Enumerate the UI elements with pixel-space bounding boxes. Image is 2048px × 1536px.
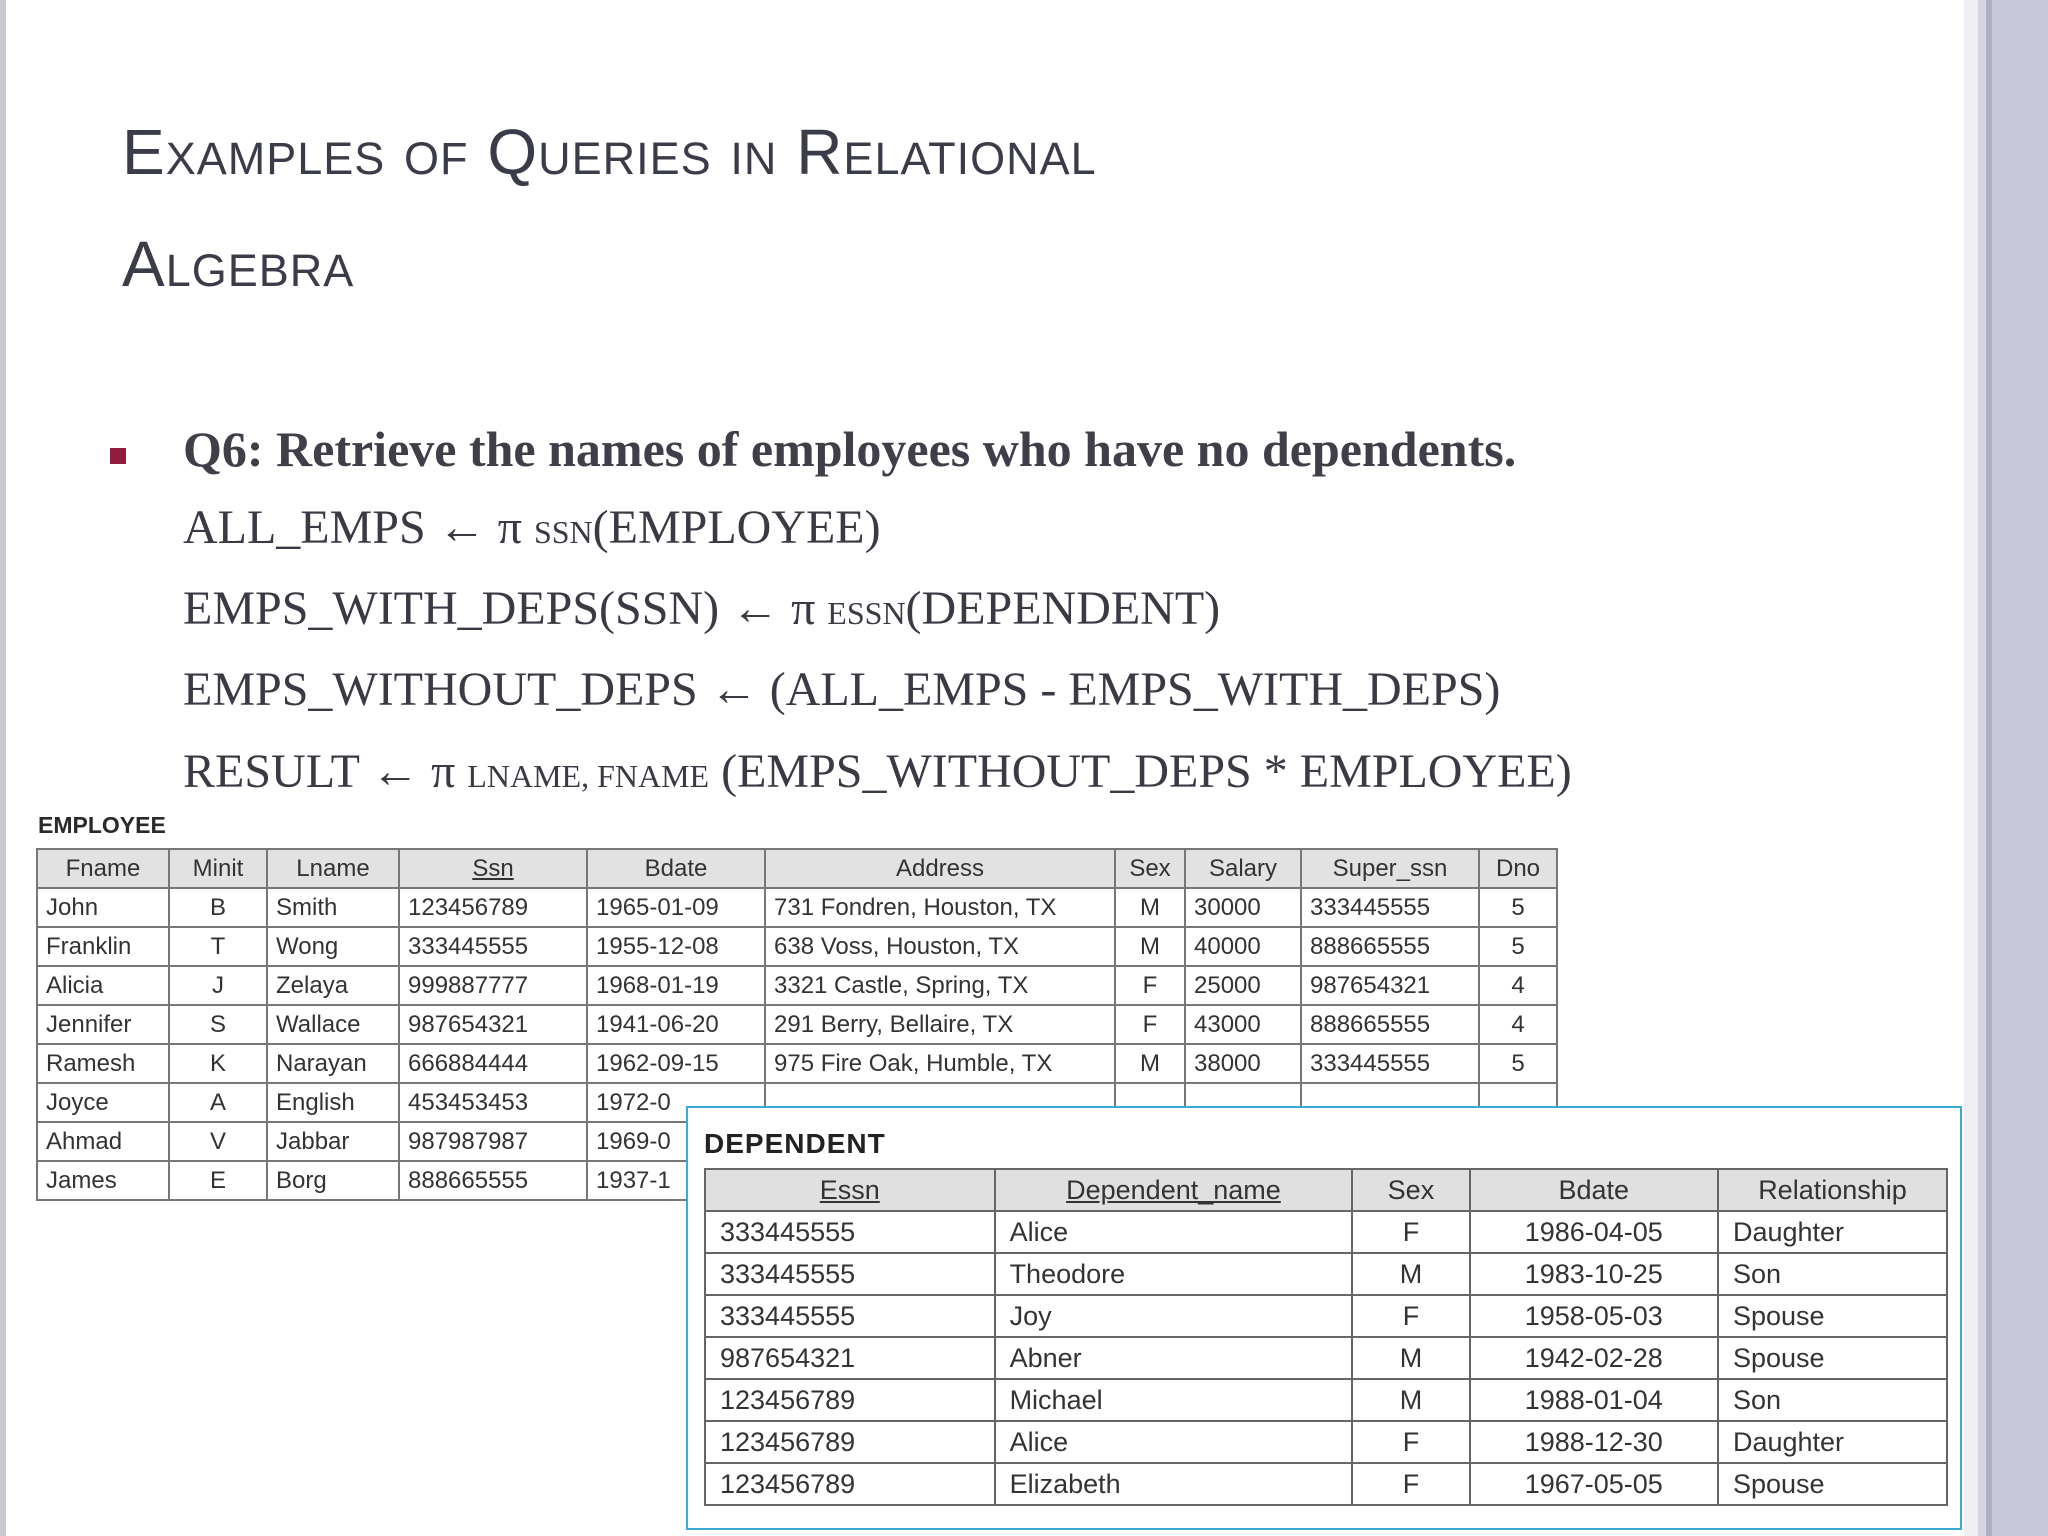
table-cell: V — [169, 1122, 267, 1161]
table-cell: Smith — [267, 888, 399, 927]
table-cell: Joyce — [37, 1083, 169, 1122]
table-row — [705, 1421, 1947, 1463]
table-cell: Ramesh — [37, 1044, 169, 1083]
table-row — [705, 1379, 1947, 1421]
table-cell: 1937-1 — [587, 1161, 765, 1200]
table-cell: Daughter — [1718, 1421, 1947, 1463]
expr-text: (EMPS_WITHOUT_DEPS * EMPLOYEE) — [709, 745, 1572, 798]
dependent-table-panel — [686, 1106, 1962, 1530]
table-row — [37, 888, 1557, 927]
table-cell: Spouse — [1718, 1463, 1947, 1505]
table-row — [37, 1044, 1557, 1083]
table-cell: 987654321 — [705, 1337, 995, 1379]
table-cell: 4 — [1479, 966, 1557, 1005]
column-header: Relationship — [1718, 1169, 1947, 1211]
table-cell: Son — [1718, 1253, 1947, 1295]
table-cell: 333445555 — [399, 927, 587, 966]
table-cell: Daughter — [1718, 1211, 1947, 1253]
rail-stripe — [1978, 0, 1986, 1536]
table-cell: 123456789 — [705, 1463, 995, 1505]
table-cell: 40000 — [1185, 927, 1301, 966]
expr-subscript: ESSN — [827, 595, 906, 631]
expr-subscript: SSN — [533, 514, 593, 550]
table-cell: Theodore — [995, 1253, 1353, 1295]
dependent-table — [704, 1168, 1948, 1506]
table-cell: A — [169, 1083, 267, 1122]
table-cell: Spouse — [1718, 1337, 1947, 1379]
table-cell: 123456789 — [399, 888, 587, 927]
table-cell: 1962-09-15 — [587, 1044, 765, 1083]
table-cell: Spouse — [1718, 1295, 1947, 1337]
expr-subscript: LNAME, FNAME — [467, 758, 710, 794]
table-cell: Ahmad — [37, 1122, 169, 1161]
column-header: Essn — [705, 1169, 995, 1211]
table-cell: F — [1352, 1211, 1469, 1253]
expr-text: ALL_EMPS ← π — [183, 501, 534, 554]
table-cell: Joy — [995, 1295, 1353, 1337]
algebra-expression-1 — [183, 500, 1963, 555]
expr-text: (DEPENDENT) — [905, 582, 1221, 635]
table-header-row — [705, 1169, 1947, 1211]
column-header: Dno — [1479, 849, 1557, 888]
table-cell: Jabbar — [267, 1122, 399, 1161]
table-cell: 1955-12-08 — [587, 927, 765, 966]
table-cell: 43000 — [1185, 1005, 1301, 1044]
table-cell: 987987987 — [399, 1122, 587, 1161]
table-cell: 1983-10-25 — [1470, 1253, 1718, 1295]
column-header: Dependent_name — [995, 1169, 1353, 1211]
table-cell: Jennifer — [37, 1005, 169, 1044]
table-cell: Alicia — [37, 966, 169, 1005]
table-cell: 975 Fire Oak, Humble, TX — [765, 1044, 1115, 1083]
table-cell: M — [1352, 1253, 1469, 1295]
table-cell: 453453453 — [399, 1083, 587, 1122]
algebra-expression-3 — [183, 662, 1963, 717]
table-cell: Zelaya — [267, 966, 399, 1005]
table-cell: 30000 — [1185, 888, 1301, 927]
table-cell: Elizabeth — [995, 1463, 1353, 1505]
column-header: Salary — [1185, 849, 1301, 888]
table-row — [37, 1005, 1557, 1044]
table-row — [37, 966, 1557, 1005]
algebra-expression-4 — [183, 744, 1963, 799]
table-cell: 638 Voss, Houston, TX — [765, 927, 1115, 966]
slide-title-line-2: Algebra — [122, 228, 355, 300]
employee-table-caption: EMPLOYEE — [38, 812, 166, 838]
column-header: Fname — [37, 849, 169, 888]
table-cell: Michael — [995, 1379, 1353, 1421]
table-cell: Wong — [267, 927, 399, 966]
slide-right-rail — [1964, 0, 2048, 1536]
rail-stripe — [1964, 0, 1978, 1536]
column-header: Bdate — [1470, 1169, 1718, 1211]
table-cell: 38000 — [1185, 1044, 1301, 1083]
column-header: Address — [765, 849, 1115, 888]
table-cell: English — [267, 1083, 399, 1122]
column-header: Bdate — [587, 849, 765, 888]
table-cell: 333445555 — [1301, 1044, 1479, 1083]
table-cell: 333445555 — [705, 1253, 995, 1295]
table-cell: 1965-01-09 — [587, 888, 765, 927]
table-cell: Alice — [995, 1421, 1353, 1463]
query-heading: Q6: Retrieve the names of employees who have no dependents. — [183, 421, 1517, 477]
table-cell: Son — [1718, 1379, 1947, 1421]
table-cell: F — [1352, 1463, 1469, 1505]
table-cell: 666884444 — [399, 1044, 587, 1083]
table-cell: F — [1115, 966, 1185, 1005]
table-cell: E — [169, 1161, 267, 1200]
table-cell: 987654321 — [399, 1005, 587, 1044]
table-cell: Abner — [995, 1337, 1353, 1379]
table-row — [705, 1295, 1947, 1337]
column-header: Super_ssn — [1301, 849, 1479, 888]
expr-text: EMPS_WITHOUT_DEPS ← (ALL_EMPS - EMPS_WITH_DEPS) — [183, 663, 1501, 716]
table-cell: T — [169, 927, 267, 966]
table-cell: Borg — [267, 1161, 399, 1200]
table-cell: 333445555 — [705, 1295, 995, 1337]
column-header: Lname — [267, 849, 399, 888]
table-cell: 1958-05-03 — [1470, 1295, 1718, 1337]
table-cell: 5 — [1479, 888, 1557, 927]
table-cell: Alice — [995, 1211, 1353, 1253]
slide-title — [122, 96, 1722, 320]
table-cell: 1942-02-28 — [1470, 1337, 1718, 1379]
table-cell: F — [1352, 1295, 1469, 1337]
table-cell: 333445555 — [1301, 888, 1479, 927]
table-cell: 3321 Castle, Spring, TX — [765, 966, 1115, 1005]
table-cell: 123456789 — [705, 1379, 995, 1421]
expr-text: RESULT ← π — [183, 745, 468, 798]
table-cell: Narayan — [267, 1044, 399, 1083]
table-cell: John — [37, 888, 169, 927]
column-header: Minit — [169, 849, 267, 888]
table-cell: 1968-01-19 — [587, 966, 765, 1005]
expr-text: EMPS_WITH_DEPS(SSN) ← π — [183, 582, 828, 635]
table-cell: M — [1115, 1044, 1185, 1083]
table-cell: 999887777 — [399, 966, 587, 1005]
table-row — [705, 1211, 1947, 1253]
table-cell: 1967-05-05 — [1470, 1463, 1718, 1505]
table-cell: 731 Fondren, Houston, TX — [765, 888, 1115, 927]
slide-title-line-1: Examples of Queries in Relational — [122, 116, 1097, 188]
table-cell: 333445555 — [705, 1211, 995, 1253]
table-cell: S — [169, 1005, 267, 1044]
table-cell: 1972-0 — [587, 1083, 765, 1122]
table-cell: 291 Berry, Bellaire, TX — [765, 1005, 1115, 1044]
table-cell: 1969-0 — [587, 1122, 765, 1161]
expr-text: (EMPLOYEE) — [592, 501, 881, 554]
table-cell: 1941-06-20 — [587, 1005, 765, 1044]
table-row — [705, 1253, 1947, 1295]
table-cell: M — [1115, 888, 1185, 927]
table-cell: M — [1115, 927, 1185, 966]
table-cell: B — [169, 888, 267, 927]
table-cell: 5 — [1479, 1044, 1557, 1083]
dependent-table-caption: DEPENDENT — [704, 1128, 886, 1159]
table-cell: F — [1352, 1421, 1469, 1463]
column-header: Sex — [1352, 1169, 1469, 1211]
slide-left-border — [0, 0, 6, 1536]
table-cell: 123456789 — [705, 1421, 995, 1463]
table-header-row — [37, 849, 1557, 888]
table-cell: 4 — [1479, 1005, 1557, 1044]
table-cell: 25000 — [1185, 966, 1301, 1005]
rail-stripe — [1986, 0, 1992, 1536]
table-cell: 888665555 — [399, 1161, 587, 1200]
table-cell: 5 — [1479, 927, 1557, 966]
table-cell: 888665555 — [1301, 927, 1479, 966]
table-cell: J — [169, 966, 267, 1005]
table-cell: 1988-01-04 — [1470, 1379, 1718, 1421]
table-cell: 1988-12-30 — [1470, 1421, 1718, 1463]
table-cell: Wallace — [267, 1005, 399, 1044]
algebra-expression-2 — [183, 581, 1963, 636]
table-cell: James — [37, 1161, 169, 1200]
table-cell: F — [1115, 1005, 1185, 1044]
table-cell: M — [1352, 1337, 1469, 1379]
bullet-square-icon — [110, 448, 126, 464]
table-cell: M — [1352, 1379, 1469, 1421]
column-header: Sex — [1115, 849, 1185, 888]
table-cell: 1986-04-05 — [1470, 1211, 1718, 1253]
table-cell: 888665555 — [1301, 1005, 1479, 1044]
table-cell: 987654321 — [1301, 966, 1479, 1005]
column-header: Ssn — [399, 849, 587, 888]
table-row — [37, 927, 1557, 966]
table-row — [705, 1463, 1947, 1505]
table-cell: K — [169, 1044, 267, 1083]
table-cell: Franklin — [37, 927, 169, 966]
table-row — [705, 1337, 1947, 1379]
